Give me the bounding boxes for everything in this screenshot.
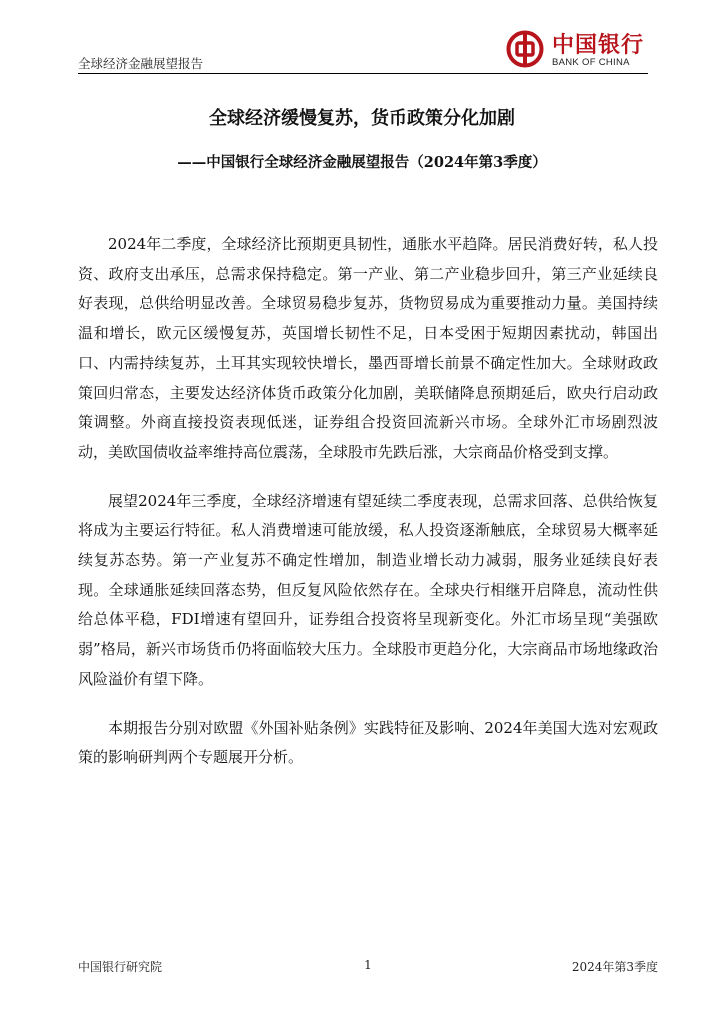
page-number: 1 <box>364 958 372 972</box>
paragraph-q2-review: 2024年二季度，全球经济比预期更具韧性，通胀水平趋降。居民消费好转，私人投资、政府支出承压，总需求保持稳定。第一产业、第二产业稳步回升，第三产业延续良好表现，总供给明显改善。全球贸易稳步复苏，货物贸易成为重要推动力量。美国持续温和增长，欧元区缓慢复苏，英国增长韧性不足，日本受困于短期因素扰动，韩国出口、内需持续复苏，土耳其实现较快增长，墨西哥增长前景不确定性加大。全球财政政策回归常态，主要发达经济体货币政策分化加剧，美联储降息预期延后，欧央行启动政策调整。外商直接投资表现低迷，证券组合投资回流新兴市场。全球外汇市场剧烈波动，美欧国债收益率维持高位震荡，全球股市先跌后涨，大宗商品价格受到支撑。 <box>78 235 658 461</box>
page-footer <box>78 958 658 976</box>
page-header <box>78 28 648 74</box>
header-divider <box>78 73 648 74</box>
paragraph-special-topics: 本期报告分别对欧盟《外国补贴条例》实践特征及影响、2024年美国大选对宏观政策的影响研判两个专题展开分析。 <box>78 718 658 767</box>
logo-english-name: BANK OF CHINA <box>552 57 630 68</box>
footer-period: 2024年第3季度 <box>571 960 658 974</box>
header-title: 全球经济金融展望报告 <box>78 56 204 71</box>
bank-of-china-emblem-icon <box>506 30 544 68</box>
bank-logo <box>506 28 648 72</box>
paragraph-q3-outlook: 展望2024年三季度，全球经济增速有望延续二季度表现，总需求回落、总供给恢复将成为主要运行特征。私人消费增速可能放缓，私人投资逐渐触底，全球贸易大概率延续复苏态势。第一产业复苏不确定性增加，制造业增长动力减弱，服务业延续良好表现。全球通胀延续回落态势，但反复风险依然存在。全球央行相继开启降息，流动性供给总体平稳，FDI增速有望回升，证券组合投资将呈现新变化。外汇市场呈现“美强欧弱”格局，新兴市场货币仍将面临较大压力。全球股市更趋分化，大宗商品市场地缘政治风险溢价有望下降。 <box>78 491 658 688</box>
logo-chinese-name: 中国银行 <box>552 32 645 58</box>
report-subtitle: ——中国银行全球经济金融展望报告（2024年第3季度） <box>177 154 547 171</box>
report-title: 全球经济缓慢复苏，货币政策分化加剧 <box>209 108 515 129</box>
footer-institution: 中国银行研究院 <box>78 960 163 974</box>
report-body <box>78 230 658 792</box>
